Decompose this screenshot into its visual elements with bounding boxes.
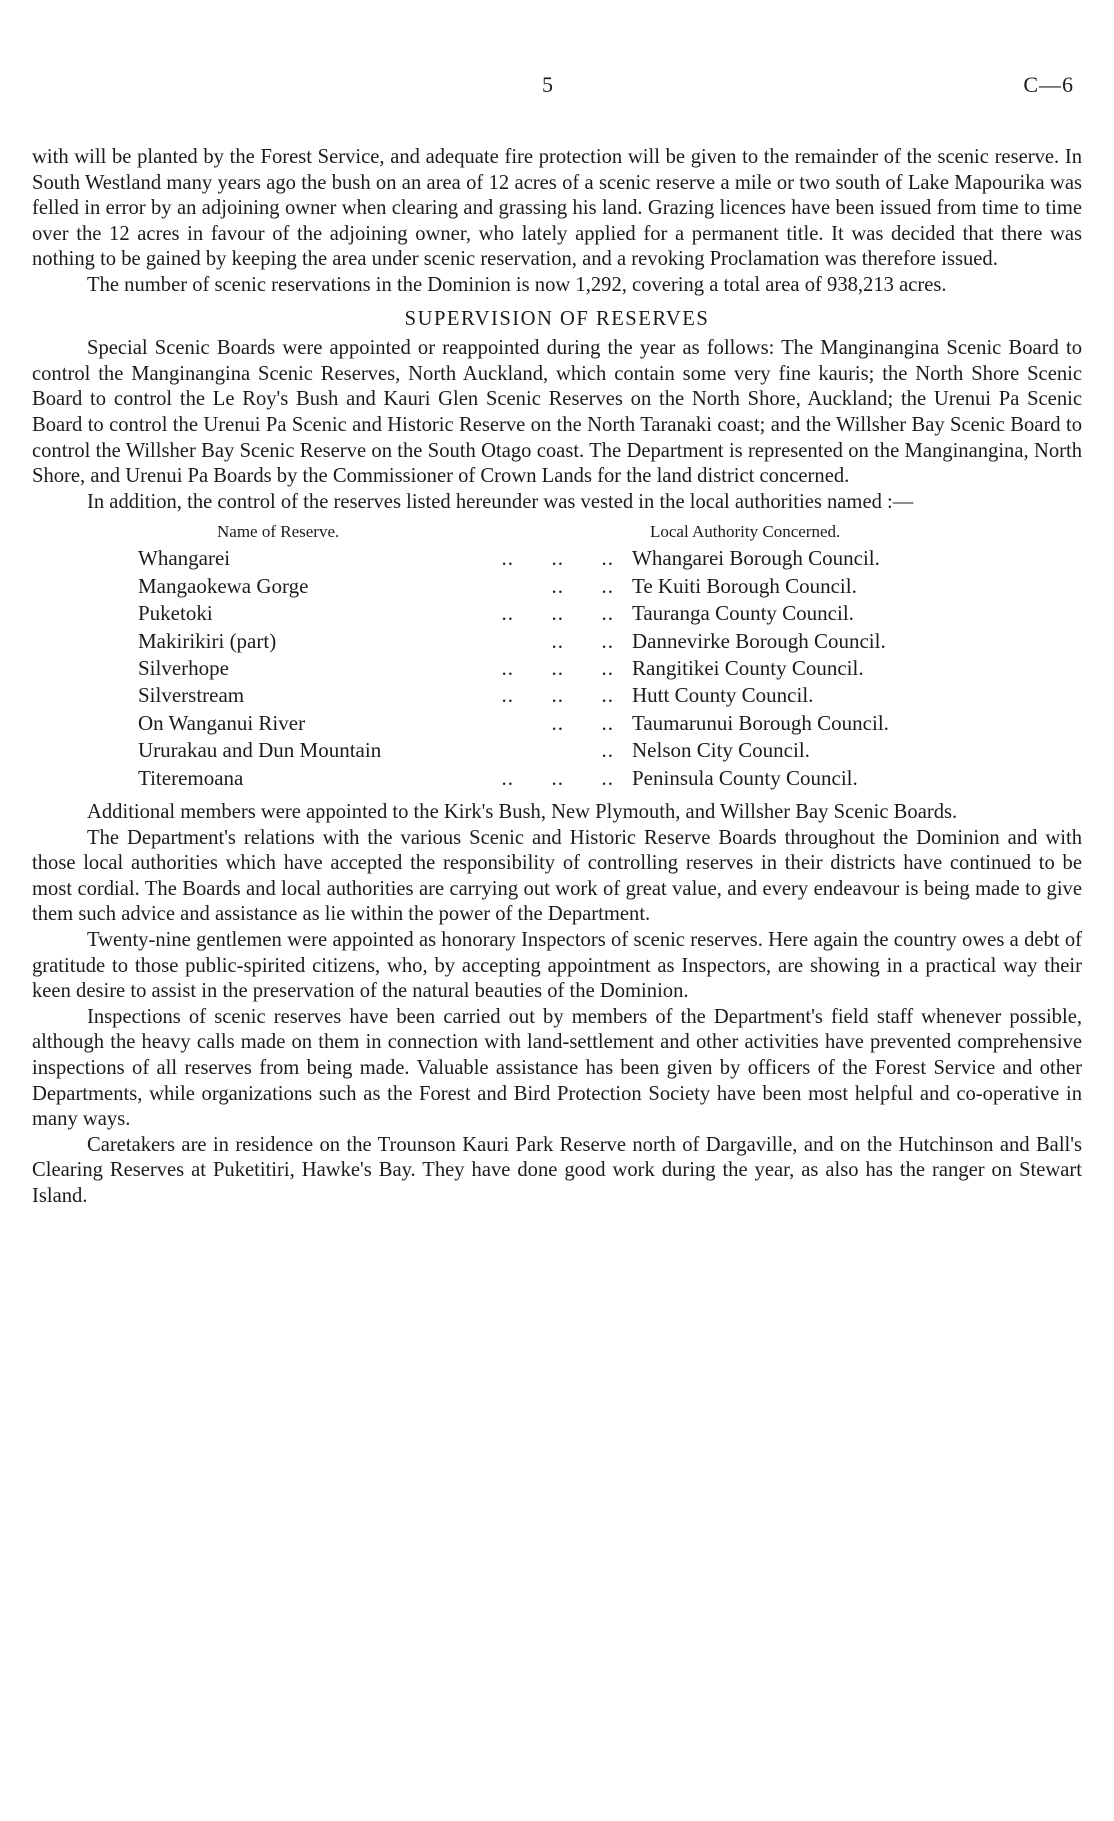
reserve-name: Silverstream [138, 683, 245, 708]
leader-dots: .. .. .. [501, 683, 614, 708]
table-row [32, 737, 1082, 764]
local-authority: Peninsula County Council. [632, 765, 858, 790]
paragraph-honorary-inspectors: Twenty-nine gentlemen were appointed as honorary Inspectors of scenic reserves. Here again the country owes a debt of gratitude to those public-spirited citizens, who, by accepting appointment as Inspectors, are showing in a practical way their keen desire to assist in the preservation of the natural beauties of the Dominion. [32, 928, 1082, 1003]
reserve-name: Makirikiri (part) [138, 628, 277, 653]
reserve-name: Silverhope [138, 655, 229, 680]
document-code: C—6 [1023, 72, 1074, 97]
paragraph-department-relations: The Department's relations with the various Scenic and Historic Reserve Boards throughout the Dominion and with those local authorities which have accepted the responsibility of controlling reserves in their districts have continued to be most cordial. The Boards and local authorities are carrying out work of great value, and every endeavour is being made to give them such advice and assistance as lie within the power of the Department. [32, 826, 1082, 926]
column-header-reserve: Name of Reserve. [217, 522, 340, 542]
column-header-authority: Local Authority Concerned. [650, 522, 841, 542]
leader-dots: .. .. [551, 710, 614, 735]
leader-dots: .. .. .. [501, 546, 614, 571]
table-row [32, 545, 1082, 572]
table-row [32, 710, 1082, 737]
paragraph-control-vested: In addition, the control of the reserves listed hereunder was vested in the local authorities named :— [87, 490, 914, 513]
table-row [32, 655, 1082, 682]
local-authority: Rangitikei County Council. [632, 655, 864, 680]
local-authority: Hutt County Council. [632, 683, 814, 708]
table-row [32, 628, 1082, 655]
page-header [0, 72, 1114, 102]
reserve-name: Whangarei [138, 546, 231, 571]
local-authority: Taumarunui Borough Council. [632, 710, 889, 735]
body-text [32, 145, 1082, 1209]
paragraph-scenic-reservations-count: The number of scenic reservations in the Dominion is now 1,292, covering a total area of 938,213 acres. [87, 273, 947, 296]
local-authority: Whangarei Borough Council. [632, 546, 880, 571]
leader-dots: .. .. .. [501, 601, 614, 626]
reserves-table [32, 521, 1082, 792]
local-authority: Dannevirke Borough Council. [632, 628, 886, 653]
page-number: 5 [542, 72, 553, 97]
table-row [32, 600, 1082, 627]
reserve-name: Titeremoana [138, 765, 244, 790]
table-row [32, 573, 1082, 600]
leader-dots: .. .. .. [501, 765, 614, 790]
paragraph-lake-mapourika: with will be planted by the Forest Service, and adequate fire protection will be given to the remainder of the scenic reserve. In South Westland many years ago the bush on an area of 12 acres of a scenic reserve a mile or two south of Lake Mapourika was felled in error by an adjoining owner when clearing and grassing his land. Grazing licences have been issued from time to time over the 12 acres in favour of the adjoining owner, who lately applied for a permanent title. It was decided that there was nothing to be gained by keeping the area under scenic reservation, and a revoking Proclamation was therefore issued. [32, 146, 1082, 271]
local-authority: Te Kuiti Borough Council. [632, 573, 857, 598]
local-authority: Nelson City Council. [632, 738, 810, 763]
paragraph-special-scenic-boards: Special Scenic Boards were appointed or reappointed during the year as follows: The Manginangina Scenic Board to control the Manginangina Scenic Reserves, North Auckland, which contain some very fine kauris; the North Shore Scenic Board to control the Le Roy's Bush and Kauri Glen Scenic Reserves on the North Shore, Auckland; the Urenui Pa Scenic Board to control the Urenui Pa Scenic and Historic Reserve on the North Taranaki coast; and the Willsher Bay Scenic Board to control the Willsher Bay Scenic Reserve on the South Otago coast. The Department is represented on the Manginangina, North Shore, and Urenui Pa Boards by the Commissioner of Crown Lands for the land district concerned. [32, 337, 1082, 488]
reserves-table-header [32, 521, 1082, 543]
leader-dots: .. .. [551, 573, 614, 598]
section-heading: SUPERVISION OF RESERVES [404, 307, 710, 330]
reserves-table-body [32, 545, 1082, 792]
reserve-name: Puketoki [138, 601, 213, 626]
paragraph-inspections: Inspections of scenic reserves have been carried out by members of the Department's field staff whenever possible, although the heavy calls made on them in connection with land-settlement and other activities have prevented comprehensive inspections of all reserves from being made. Valuable assistance has been given by officers of the Forest Service and other Departments, while organizations such as the Forest and Bird Protection Society have been most helpful and co-operative in many ways. [32, 1005, 1082, 1131]
reserve-name: On Wanganui River [138, 710, 306, 735]
paragraph-caretakers: Caretakers are in residence on the Trounson Kauri Park Reserve north of Dargaville, and on the Hutchinson and Ball's Clearing Reserves at Puketitiri, Hawke's Bay. They have done good work during the year, as also has the ranger on Stewart Island. [32, 1133, 1082, 1207]
table-row [32, 765, 1082, 792]
local-authority: Tauranga County Council. [632, 601, 854, 626]
reserve-name: Ururakau and Dun Mountain [138, 738, 382, 763]
leader-dots: .. [601, 738, 614, 763]
leader-dots: .. .. .. [501, 655, 614, 680]
table-row [32, 682, 1082, 709]
leader-dots: .. .. [551, 628, 614, 653]
reserve-name: Mangaokewa Gorge [138, 573, 309, 598]
paragraph-additional-members: Additional members were appointed to the Kirk's Bush, New Plymouth, and Willsher Bay Scenic Boards. [87, 800, 958, 823]
